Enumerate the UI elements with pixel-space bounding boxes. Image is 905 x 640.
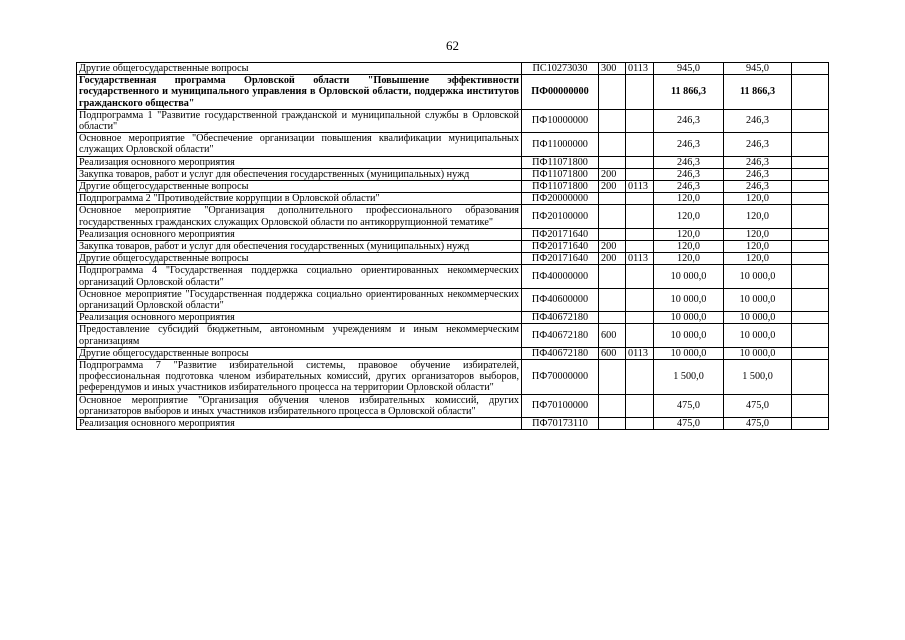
amount-year2-cell: 475,0: [724, 394, 792, 417]
section-code-cell: [626, 418, 654, 430]
table-row: [77, 193, 829, 205]
target-article-code-cell: ПФ20100000: [522, 205, 599, 228]
empty-cell: [792, 324, 829, 347]
table-row: [77, 347, 829, 359]
expense-type-cell: 200: [599, 168, 626, 180]
section-code-cell: [626, 394, 654, 417]
target-article-code-cell: ПФ11000000: [522, 133, 599, 156]
target-article-code-cell: ПФ70100000: [522, 394, 599, 417]
empty-cell: [792, 63, 829, 75]
empty-cell: [792, 241, 829, 253]
empty-cell: [792, 75, 829, 110]
row-name-cell: Основное мероприятие "Организация дополнительного профессионального образования государственных гражданских служащих Орловской области по антикоррупционной тематике": [77, 205, 522, 228]
amount-year2-cell: 10 000,0: [724, 288, 792, 311]
row-name-cell: Другие общегосударственные вопросы: [77, 347, 522, 359]
amount-year1-cell: 10 000,0: [654, 312, 724, 324]
row-name-cell: Подпрограмма 1 "Развитие государственной гражданской и муниципальной службы в Орловской области": [77, 109, 522, 132]
row-name-cell: Другие общегосударственные вопросы: [77, 253, 522, 265]
section-code-cell: 0113: [626, 181, 654, 193]
target-article-code-cell: ПС10273030: [522, 63, 599, 75]
expense-type-cell: [599, 288, 626, 311]
amount-year2-cell: 246,3: [724, 181, 792, 193]
amount-year1-cell: 120,0: [654, 193, 724, 205]
amount-year1-cell: 246,3: [654, 109, 724, 132]
expense-type-cell: [599, 205, 626, 228]
row-name-cell: Основное мероприятие "Организация обучения членов избирательных комиссий, других организаторов выборов и иных участников избирательного процесса в Орловской области": [77, 394, 522, 417]
expense-type-cell: [599, 312, 626, 324]
target-article-code-cell: ПФ40672180: [522, 324, 599, 347]
section-code-cell: [626, 312, 654, 324]
table-row: [77, 133, 829, 156]
amount-year1-cell: 10 000,0: [654, 288, 724, 311]
empty-cell: [792, 193, 829, 205]
row-name-cell: Реализация основного мероприятия: [77, 418, 522, 430]
amount-year1-cell: 11 866,3: [654, 75, 724, 110]
row-name-cell: Государственная программа Орловской области "Повышение эффективности государственного и муниципального управления в Орловской области, поддержка институтов гражданского общества": [77, 75, 522, 110]
amount-year1-cell: 475,0: [654, 418, 724, 430]
amount-year2-cell: 1 500,0: [724, 360, 792, 395]
table-body: [77, 63, 829, 430]
expense-type-cell: 200: [599, 241, 626, 253]
row-name-cell: Реализация основного мероприятия: [77, 228, 522, 240]
table-row: [77, 63, 829, 75]
amount-year2-cell: 945,0: [724, 63, 792, 75]
expense-type-cell: 300: [599, 63, 626, 75]
expense-type-cell: 600: [599, 347, 626, 359]
expense-type-cell: [599, 265, 626, 288]
amount-year2-cell: 120,0: [724, 253, 792, 265]
amount-year1-cell: 120,0: [654, 253, 724, 265]
amount-year1-cell: 246,3: [654, 181, 724, 193]
amount-year2-cell: 246,3: [724, 168, 792, 180]
row-name-cell: Другие общегосударственные вопросы: [77, 181, 522, 193]
amount-year1-cell: 120,0: [654, 205, 724, 228]
row-name-cell: Закупка товаров, работ и услуг для обеспечения государственных (муниципальных) нужд: [77, 241, 522, 253]
section-code-cell: 0113: [626, 63, 654, 75]
target-article-code-cell: ПФ40000000: [522, 265, 599, 288]
amount-year1-cell: 1 500,0: [654, 360, 724, 395]
row-name-cell: Основное мероприятие "Государственная поддержка социально ориентированных некоммерческих организаций Орловской области": [77, 288, 522, 311]
expense-type-cell: 600: [599, 324, 626, 347]
row-name-cell: Другие общегосударственные вопросы: [77, 63, 522, 75]
expense-type-cell: [599, 109, 626, 132]
empty-cell: [792, 394, 829, 417]
amount-year1-cell: 246,3: [654, 156, 724, 168]
section-code-cell: [626, 168, 654, 180]
target-article-code-cell: ПФ11071800: [522, 181, 599, 193]
expense-type-cell: [599, 156, 626, 168]
amount-year2-cell: 120,0: [724, 193, 792, 205]
amount-year2-cell: 10 000,0: [724, 312, 792, 324]
table-row: [77, 324, 829, 347]
amount-year2-cell: 120,0: [724, 205, 792, 228]
table-row: [77, 181, 829, 193]
amount-year2-cell: 246,3: [724, 156, 792, 168]
empty-cell: [792, 265, 829, 288]
amount-year1-cell: 475,0: [654, 394, 724, 417]
target-article-code-cell: ПФ11071800: [522, 168, 599, 180]
table-row: [77, 394, 829, 417]
expense-type-cell: [599, 133, 626, 156]
empty-cell: [792, 418, 829, 430]
target-article-code-cell: ПФ40672180: [522, 347, 599, 359]
amount-year2-cell: 475,0: [724, 418, 792, 430]
section-code-cell: [626, 324, 654, 347]
empty-cell: [792, 288, 829, 311]
section-code-cell: [626, 228, 654, 240]
row-name-cell: Подпрограмма 7 "Развитие избирательной системы, правовое обучение избирателей, профессиональная подготовка членом избирательных комиссий, других организаторов выборов, референдумов и иных участников избирательного процесса на территории Орловской области": [77, 360, 522, 395]
section-code-cell: [626, 360, 654, 395]
target-article-code-cell: ПФ70000000: [522, 360, 599, 395]
empty-cell: [792, 360, 829, 395]
target-article-code-cell: ПФ40672180: [522, 312, 599, 324]
table-row: [77, 360, 829, 395]
expense-type-cell: [599, 418, 626, 430]
table-row: [77, 253, 829, 265]
section-code-cell: [626, 205, 654, 228]
amount-year1-cell: 10 000,0: [654, 324, 724, 347]
table-row: [77, 168, 829, 180]
row-name-cell: Предоставление субсидий бюджетным, автономным учреждениям и иным некоммерческим организациям: [77, 324, 522, 347]
table-row: [77, 75, 829, 110]
table-row: [77, 228, 829, 240]
target-article-code-cell: ПФ20171640: [522, 253, 599, 265]
section-code-cell: [626, 241, 654, 253]
empty-cell: [792, 347, 829, 359]
row-name-cell: Подпрограмма 4 "Государственная поддержка социально ориентированных некоммерческих организаций Орловской области": [77, 265, 522, 288]
amount-year2-cell: 246,3: [724, 133, 792, 156]
section-code-cell: [626, 193, 654, 205]
amount-year1-cell: 10 000,0: [654, 265, 724, 288]
section-code-cell: [626, 156, 654, 168]
amount-year1-cell: 120,0: [654, 241, 724, 253]
expense-type-cell: [599, 193, 626, 205]
expense-type-cell: [599, 75, 626, 110]
table-row: [77, 288, 829, 311]
empty-cell: [792, 205, 829, 228]
amount-year1-cell: 246,3: [654, 133, 724, 156]
empty-cell: [792, 181, 829, 193]
empty-cell: [792, 312, 829, 324]
expense-type-cell: 200: [599, 181, 626, 193]
amount-year1-cell: 945,0: [654, 63, 724, 75]
expense-type-cell: [599, 394, 626, 417]
empty-cell: [792, 109, 829, 132]
expense-type-cell: [599, 228, 626, 240]
target-article-code-cell: ПФ00000000: [522, 75, 599, 110]
target-article-code-cell: ПФ20171640: [522, 228, 599, 240]
budget-table: [76, 62, 829, 430]
amount-year2-cell: 10 000,0: [724, 324, 792, 347]
row-name-cell: Закупка товаров, работ и услуг для обеспечения государственных (муниципальных) нужд: [77, 168, 522, 180]
amount-year2-cell: 120,0: [724, 228, 792, 240]
row-name-cell: Реализация основного мероприятия: [77, 312, 522, 324]
empty-cell: [792, 168, 829, 180]
amount-year2-cell: 10 000,0: [724, 265, 792, 288]
table-row: [77, 265, 829, 288]
target-article-code-cell: ПФ10000000: [522, 109, 599, 132]
empty-cell: [792, 228, 829, 240]
section-code-cell: [626, 75, 654, 110]
amount-year2-cell: 120,0: [724, 241, 792, 253]
section-code-cell: [626, 109, 654, 132]
empty-cell: [792, 133, 829, 156]
section-code-cell: [626, 288, 654, 311]
table-row: [77, 241, 829, 253]
table-row: [77, 156, 829, 168]
expense-type-cell: 200: [599, 253, 626, 265]
section-code-cell: 0113: [626, 347, 654, 359]
amount-year2-cell: 10 000,0: [724, 347, 792, 359]
table-row: [77, 205, 829, 228]
row-name-cell: Подпрограмма 2 "Противодействие коррупции в Орловской области": [77, 193, 522, 205]
amount-year2-cell: 246,3: [724, 109, 792, 132]
section-code-cell: [626, 133, 654, 156]
empty-cell: [792, 156, 829, 168]
table-row: [77, 312, 829, 324]
section-code-cell: [626, 265, 654, 288]
amount-year1-cell: 120,0: [654, 228, 724, 240]
empty-cell: [792, 253, 829, 265]
row-name-cell: Реализация основного мероприятия: [77, 156, 522, 168]
amount-year2-cell: 11 866,3: [724, 75, 792, 110]
target-article-code-cell: ПФ40600000: [522, 288, 599, 311]
target-article-code-cell: ПФ20171640: [522, 241, 599, 253]
section-code-cell: 0113: [626, 253, 654, 265]
row-name-cell: Основное мероприятие "Обеспечение организации повышения квалификации муниципальных служащих Орловской области": [77, 133, 522, 156]
target-article-code-cell: ПФ20000000: [522, 193, 599, 205]
amount-year1-cell: 10 000,0: [654, 347, 724, 359]
table-row: [77, 418, 829, 430]
amount-year1-cell: 246,3: [654, 168, 724, 180]
target-article-code-cell: ПФ70173110: [522, 418, 599, 430]
expense-type-cell: [599, 360, 626, 395]
table-row: [77, 109, 829, 132]
target-article-code-cell: ПФ11071800: [522, 156, 599, 168]
page-number: 62: [446, 38, 459, 53]
